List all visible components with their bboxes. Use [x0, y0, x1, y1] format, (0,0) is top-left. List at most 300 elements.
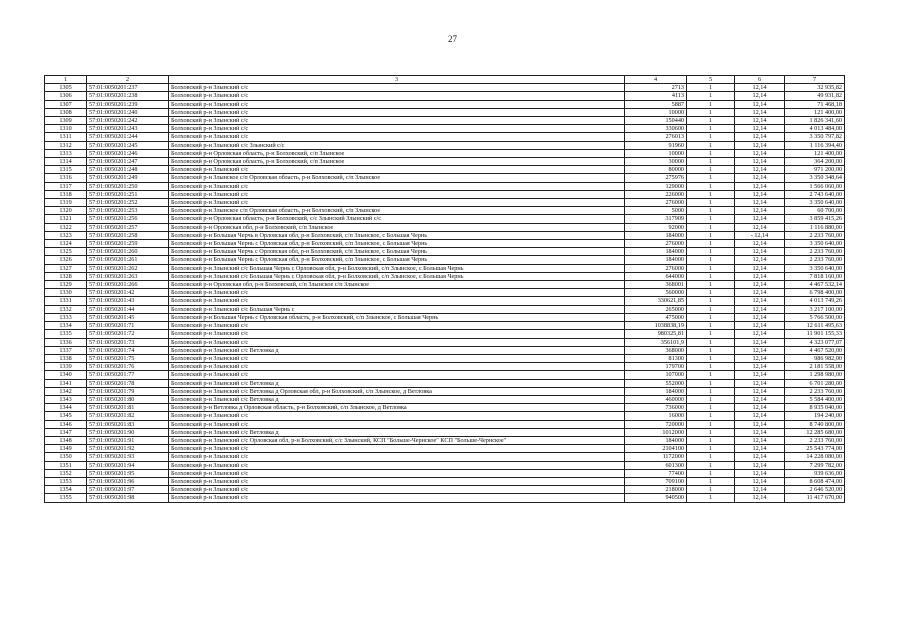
count-cell: 1 — [687, 289, 735, 297]
cadastral-number-cell: 57:01:0050201:261 — [87, 256, 169, 264]
rate-cell: 12,14 — [735, 199, 785, 207]
address-cell: Болховский р-н Злынский с/с — [169, 133, 625, 141]
area-cell: 91960 — [625, 141, 687, 149]
count-cell: 1 — [687, 248, 735, 256]
column-header: 1 — [45, 76, 87, 84]
cadastral-number-cell: 57:01:0050201:74 — [87, 346, 169, 354]
area-cell: 940500 — [625, 494, 687, 502]
rate-cell: 12,14 — [735, 289, 785, 297]
row-number-cell: 1320 — [45, 207, 87, 215]
area-cell: 644000 — [625, 272, 687, 280]
cadastral-number-cell: 57:01:0050201:96 — [87, 477, 169, 485]
table-row — [45, 395, 845, 403]
column-header: 3 — [169, 76, 625, 84]
value-cell: 4 323 077,07 — [785, 338, 845, 346]
count-cell: 1 — [687, 149, 735, 157]
land-register-table — [44, 75, 845, 503]
table-row — [45, 379, 845, 387]
cadastral-number-cell: 57:01:0050201:94 — [87, 461, 169, 469]
rate-cell: 12,14 — [735, 338, 785, 346]
address-cell: Болховский р-н Злынский с/с — [169, 166, 625, 174]
address-cell: Болховский р-н Злынский с/с — [169, 190, 625, 198]
rate-cell: 12,14 — [735, 420, 785, 428]
rate-cell: 12,14 — [735, 297, 785, 305]
address-cell: Болховский р-н Злынский с/с — [169, 461, 625, 469]
count-cell: 1 — [687, 84, 735, 92]
table-row — [45, 412, 845, 420]
area-cell: 1012000 — [625, 428, 687, 436]
rate-cell: 12,14 — [735, 346, 785, 354]
cadastral-number-cell: 57:01:0050201:44 — [87, 305, 169, 313]
address-cell: Болховский р-н Злынский с/с — [169, 322, 625, 330]
address-cell: Болховский р-н Злынский с/с — [169, 92, 625, 100]
address-cell: Болховский р-н Злынский с/с — [169, 412, 625, 420]
row-number-cell: 1333 — [45, 313, 87, 321]
area-cell: 1172000 — [625, 453, 687, 461]
value-cell: 8 740 800,00 — [785, 420, 845, 428]
row-number-cell: 1316 — [45, 174, 87, 182]
row-number-cell: 1346 — [45, 420, 87, 428]
count-cell: 1 — [687, 313, 735, 321]
table-row — [45, 289, 845, 297]
count-cell: 1 — [687, 174, 735, 182]
row-number-cell: 1307 — [45, 100, 87, 108]
row-number-cell: 1340 — [45, 371, 87, 379]
value-cell: 12 611 495,63 — [785, 322, 845, 330]
value-cell: 25 543 774,00 — [785, 445, 845, 453]
area-cell: 184000 — [625, 231, 687, 239]
area-cell: 275976 — [625, 174, 687, 182]
value-cell: 12 285 680,00 — [785, 428, 845, 436]
rate-cell: 12,14 — [735, 313, 785, 321]
table-row — [45, 436, 845, 444]
address-cell: Болховский р-н Злынский с/с — [169, 354, 625, 362]
table-row — [45, 231, 845, 239]
count-cell: 1 — [687, 453, 735, 461]
table-row — [45, 281, 845, 289]
count-cell: 1 — [687, 371, 735, 379]
address-cell: Болховский р-н Злынский с/с Ветловка д — [169, 428, 625, 436]
rate-cell: 12,14 — [735, 387, 785, 395]
area-cell: 4113 — [625, 92, 687, 100]
count-cell: 1 — [687, 281, 735, 289]
rate-cell: 12,14 — [735, 379, 785, 387]
cadastral-number-cell: 57:01:0050201:90 — [87, 428, 169, 436]
cadastral-number-cell: 57:01:0050201:82 — [87, 412, 169, 420]
count-cell: 1 — [687, 264, 735, 272]
cadastral-number-cell: 57:01:0050201:75 — [87, 354, 169, 362]
table-row — [45, 190, 845, 198]
table-row — [45, 117, 845, 125]
row-number-cell: 1321 — [45, 215, 87, 223]
area-cell: 265000 — [625, 305, 687, 313]
column-header: 4 — [625, 76, 687, 84]
cadastral-number-cell: 57:01:0050201:245 — [87, 141, 169, 149]
rate-cell: 12,14 — [735, 404, 785, 412]
table-row — [45, 215, 845, 223]
value-cell: 5 584 400,00 — [785, 395, 845, 403]
count-cell: 1 — [687, 190, 735, 198]
address-cell: Болховский р-н Злынский с/с — [169, 297, 625, 305]
rate-cell: 12,14 — [735, 322, 785, 330]
table-row — [45, 92, 845, 100]
value-cell: 2 233 760,00 — [785, 387, 845, 395]
column-header: 7 — [785, 76, 845, 84]
count-cell: 1 — [687, 141, 735, 149]
address-cell: Болховский р-н Злынский с/с — [169, 494, 625, 502]
rate-cell: 12,14 — [735, 182, 785, 190]
cadastral-number-cell: 57:01:0050201:238 — [87, 92, 169, 100]
count-cell: 1 — [687, 436, 735, 444]
rate-cell: 12,14 — [735, 354, 785, 362]
table-row — [45, 404, 845, 412]
rate-cell: 12,14 — [735, 330, 785, 338]
row-number-cell: 1355 — [45, 494, 87, 502]
area-cell: 552000 — [625, 379, 687, 387]
table-row — [45, 272, 845, 280]
rate-cell: 12,14 — [735, 412, 785, 420]
rate-cell: 12,14 — [735, 436, 785, 444]
value-cell: 2 233 760,00 — [785, 231, 845, 239]
area-cell: 276000 — [625, 199, 687, 207]
count-cell: 1 — [687, 207, 735, 215]
cadastral-number-cell: 57:01:0050201:251 — [87, 190, 169, 198]
rate-cell: 12,14 — [735, 363, 785, 371]
count-cell: 1 — [687, 387, 735, 395]
rate-cell: 12,14 — [735, 453, 785, 461]
table-body — [45, 84, 845, 502]
value-cell: 971 200,00 — [785, 166, 845, 174]
value-cell: 194 240,00 — [785, 412, 845, 420]
area-cell: 184000 — [625, 436, 687, 444]
address-cell: Болховский р-н Злынский с/с Большая Чернь с — [169, 305, 625, 313]
row-number-cell: 1334 — [45, 322, 87, 330]
value-cell: 4 467 532,14 — [785, 281, 845, 289]
address-cell: Болховский р-н Ветловка д Орловская область, р-н Болховский, с/п Злынское, д Ветловка — [169, 404, 625, 412]
row-number-cell: 1319 — [45, 199, 87, 207]
count-cell: 1 — [687, 215, 735, 223]
value-cell: 1 116 880,00 — [785, 223, 845, 231]
area-cell: 92000 — [625, 223, 687, 231]
table-row — [45, 158, 845, 166]
count-cell: 1 — [687, 231, 735, 239]
table-row — [45, 141, 845, 149]
rate-cell: 12,14 — [735, 84, 785, 92]
address-cell: Болховский р-н Злынский с/с — [169, 477, 625, 485]
cadastral-number-cell: 57:01:0050201:42 — [87, 289, 169, 297]
rate-cell: 12,14 — [735, 92, 785, 100]
value-cell: 8 935 040,00 — [785, 404, 845, 412]
count-cell: 1 — [687, 494, 735, 502]
cadastral-number-cell: 57:01:0050201:256 — [87, 215, 169, 223]
rate-cell: 12,14 — [735, 100, 785, 108]
value-cell: 7 818 160,00 — [785, 272, 845, 280]
area-cell: 16000 — [625, 412, 687, 420]
value-cell: 11 417 670,00 — [785, 494, 845, 502]
value-cell: 121 400,00 — [785, 108, 845, 116]
address-cell: Болховский р-н Злынский с/с — [169, 182, 625, 190]
row-number-cell: 1318 — [45, 190, 87, 198]
cadastral-number-cell: 57:01:0050201:97 — [87, 486, 169, 494]
address-cell: Болховский р-н Злынский с/с — [169, 445, 625, 453]
cadastral-number-cell: 57:01:0050201:257 — [87, 223, 169, 231]
cadastral-number-cell: 57:01:0050201:77 — [87, 371, 169, 379]
area-cell: 80000 — [625, 166, 687, 174]
row-number-cell: 1345 — [45, 412, 87, 420]
row-number-cell: 1337 — [45, 346, 87, 354]
cadastral-number-cell: 57:01:0050201:45 — [87, 313, 169, 321]
value-cell: 4 467 520,00 — [785, 346, 845, 354]
row-number-cell: 1336 — [45, 338, 87, 346]
area-cell: 5000 — [625, 207, 687, 215]
count-cell: 1 — [687, 272, 735, 280]
address-cell: Болховский р-н Злынский с/с — [169, 330, 625, 338]
value-cell: 364 200,00 — [785, 158, 845, 166]
value-cell: 1 116 394,40 — [785, 141, 845, 149]
row-number-cell: 1323 — [45, 231, 87, 239]
cadastral-number-cell: 57:01:0050201:258 — [87, 231, 169, 239]
address-cell: Болховский р-н Злынский с/с — [169, 469, 625, 477]
table-row — [45, 453, 845, 461]
address-cell: Болховский р-н Злынский с/с — [169, 108, 625, 116]
cadastral-number-cell: 57:01:0050201:73 — [87, 338, 169, 346]
count-cell: 1 — [687, 199, 735, 207]
value-cell: 986 982,00 — [785, 354, 845, 362]
table-row — [45, 240, 845, 248]
cadastral-number-cell: 57:01:0050201:237 — [87, 84, 169, 92]
rate-cell: 12,14 — [735, 190, 785, 198]
table-row — [45, 264, 845, 272]
area-cell: 184000 — [625, 387, 687, 395]
count-cell: 1 — [687, 338, 735, 346]
area-cell: 368000 — [625, 346, 687, 354]
row-number-cell: 1339 — [45, 363, 87, 371]
table-row — [45, 248, 845, 256]
rate-cell: 12,14 — [735, 166, 785, 174]
value-cell: 60 700,00 — [785, 207, 845, 215]
rate-cell: 12,14 — [735, 281, 785, 289]
rate-cell: 12,14 — [735, 445, 785, 453]
table-row — [45, 297, 845, 305]
value-cell: 2 233 760,00 — [785, 256, 845, 264]
row-number-cell: 1341 — [45, 379, 87, 387]
address-cell: Болховский р-н Злынское с/п Орловская область, р-н Болховский, с/п Злынское — [169, 174, 625, 182]
cadastral-number-cell: 57:01:0050201:248 — [87, 166, 169, 174]
value-cell: 49 931,82 — [785, 92, 845, 100]
row-number-cell: 1311 — [45, 133, 87, 141]
value-cell: 1 566 060,00 — [785, 182, 845, 190]
address-cell: Болховский р-н Злынский с/с Ветловка д — [169, 346, 625, 354]
count-cell: 1 — [687, 297, 735, 305]
cadastral-number-cell: 57:01:0050201:239 — [87, 100, 169, 108]
value-cell: 2 181 558,00 — [785, 363, 845, 371]
value-cell: 121 400,00 — [785, 149, 845, 157]
count-cell: 1 — [687, 469, 735, 477]
area-cell: 356101,9 — [625, 338, 687, 346]
cadastral-number-cell: 57:01:0050201:259 — [87, 240, 169, 248]
rate-cell: 12,14 — [735, 141, 785, 149]
count-cell: 1 — [687, 420, 735, 428]
table-row — [45, 371, 845, 379]
rate-cell: 12,14 — [735, 486, 785, 494]
rate-cell: 12,14 — [735, 248, 785, 256]
area-cell: 1038838,19 — [625, 322, 687, 330]
address-cell: Болховский р-н Злынское с/п Орловская область, р-н Болховский, с/п Злынское — [169, 207, 625, 215]
table-row — [45, 100, 845, 108]
count-cell: 1 — [687, 354, 735, 362]
table-row — [45, 256, 845, 264]
row-number-cell: 1331 — [45, 297, 87, 305]
address-cell: Болховский р-н Орловская область, р-н Болховский, с/п Злынское — [169, 149, 625, 157]
table-row — [45, 346, 845, 354]
value-cell: 3 350 640,00 — [785, 199, 845, 207]
rate-cell: 12,14 — [735, 207, 785, 215]
row-number-cell: 1347 — [45, 428, 87, 436]
area-cell: 2713 — [625, 84, 687, 92]
value-cell: 3 350 797,82 — [785, 133, 845, 141]
count-cell: 1 — [687, 108, 735, 116]
area-cell: 368001 — [625, 281, 687, 289]
table-row — [45, 445, 845, 453]
count-cell: 1 — [687, 330, 735, 338]
table-row — [45, 84, 845, 92]
cadastral-number-cell: 57:01:0050201:91 — [87, 436, 169, 444]
rate-cell: 12,14 — [735, 264, 785, 272]
area-cell: 980325,81 — [625, 330, 687, 338]
row-number-cell: 1306 — [45, 92, 87, 100]
count-cell: 1 — [687, 125, 735, 133]
value-cell: 71 468,18 — [785, 100, 845, 108]
address-cell: Болховский р-н Злынский с/с — [169, 338, 625, 346]
address-cell: Болховский р-н Злынский с/с — [169, 486, 625, 494]
area-cell: 560000 — [625, 289, 687, 297]
value-cell: 11 901 155,33 — [785, 330, 845, 338]
table-row — [45, 182, 845, 190]
rate-cell: 12,14 — [735, 461, 785, 469]
cadastral-number-cell: 57:01:0050201:43 — [87, 297, 169, 305]
row-number-cell: 1351 — [45, 461, 87, 469]
cadastral-number-cell: 57:01:0050201:242 — [87, 117, 169, 125]
cadastral-number-cell: 57:01:0050201:244 — [87, 133, 169, 141]
area-cell: 330621,85 — [625, 297, 687, 305]
area-cell: 150440 — [625, 117, 687, 125]
count-cell: 1 — [687, 379, 735, 387]
address-cell: Болховский р-н Злынский с/с Злынский с/с — [169, 141, 625, 149]
cadastral-number-cell: 57:01:0050201:79 — [87, 387, 169, 395]
count-cell: 1 — [687, 166, 735, 174]
value-cell: 14 228 080,00 — [785, 453, 845, 461]
value-cell: 8 608 474,00 — [785, 477, 845, 485]
row-number-cell: 1309 — [45, 117, 87, 125]
count-cell: 1 — [687, 486, 735, 494]
rate-cell: 12,14 — [735, 117, 785, 125]
value-cell: 1 826 341,60 — [785, 117, 845, 125]
row-number-cell: 1305 — [45, 84, 87, 92]
row-number-cell: 1352 — [45, 469, 87, 477]
address-cell: Болховский р-н Орловская обл, р-н Болховский, с/п Злынское с/п Злынское — [169, 281, 625, 289]
count-cell: 1 — [687, 133, 735, 141]
rate-cell: 12,14 — [735, 125, 785, 133]
value-cell: 3 859 415,26 — [785, 215, 845, 223]
cadastral-number-cell: 57:01:0050201:252 — [87, 199, 169, 207]
count-cell: 1 — [687, 412, 735, 420]
row-number-cell: 1338 — [45, 354, 87, 362]
value-cell: 3 350 640,00 — [785, 240, 845, 248]
cadastral-number-cell: 57:01:0050201:250 — [87, 182, 169, 190]
row-number-cell: 1326 — [45, 256, 87, 264]
rate-cell: 12,14 — [735, 428, 785, 436]
rate-cell: 12,14 — [735, 371, 785, 379]
value-cell: 939 636,00 — [785, 469, 845, 477]
column-header: 5 — [687, 76, 735, 84]
row-number-cell: 1308 — [45, 108, 87, 116]
table-row — [45, 133, 845, 141]
area-cell: 330600 — [625, 125, 687, 133]
area-cell: 226000 — [625, 190, 687, 198]
count-cell: 1 — [687, 477, 735, 485]
area-cell: 218000 — [625, 486, 687, 494]
value-cell: 2 743 640,00 — [785, 190, 845, 198]
table-row — [45, 469, 845, 477]
cadastral-number-cell: 57:01:0050201:80 — [87, 395, 169, 403]
value-cell: 7 299 782,00 — [785, 461, 845, 469]
area-cell: 601300 — [625, 461, 687, 469]
row-number-cell: 1327 — [45, 264, 87, 272]
table-row — [45, 420, 845, 428]
row-number-cell: 1342 — [45, 387, 87, 395]
column-header: 2 — [87, 76, 169, 84]
row-number-cell: 1330 — [45, 289, 87, 297]
table-row — [45, 338, 845, 346]
value-cell: 5 766 500,00 — [785, 313, 845, 321]
count-cell: 1 — [687, 223, 735, 231]
table-row — [45, 166, 845, 174]
rate-cell: 12,14 — [735, 223, 785, 231]
value-cell: 3 350 348,64 — [785, 174, 845, 182]
area-cell: 276000 — [625, 240, 687, 248]
row-number-cell: 1324 — [45, 240, 87, 248]
row-number-cell: 1350 — [45, 453, 87, 461]
value-cell: 4 013 749,26 — [785, 297, 845, 305]
rate-cell: 12,14 — [735, 174, 785, 182]
area-cell: 10000 — [625, 149, 687, 157]
table-row — [45, 486, 845, 494]
table-row — [45, 223, 845, 231]
cadastral-number-cell: 57:01:0050201:76 — [87, 363, 169, 371]
table-row — [45, 305, 845, 313]
address-cell: Болховский р-н Злынский с/с — [169, 125, 625, 133]
address-cell: Болховский р-н Орловская область, р-н Болховский, с/с Злынский Злынский с/с — [169, 215, 625, 223]
row-number-cell: 1317 — [45, 182, 87, 190]
address-cell: Болховский р-н Злынский с/с — [169, 420, 625, 428]
cadastral-number-cell: 57:01:0050201:263 — [87, 272, 169, 280]
row-number-cell: 1315 — [45, 166, 87, 174]
area-cell: 81300 — [625, 354, 687, 362]
rate-cell: 12,14 — [735, 108, 785, 116]
cadastral-number-cell: 57:01:0050201:95 — [87, 469, 169, 477]
address-cell: Болховский р-н Большая Чернь с Орловская обл, р-н Болховский, с/п Злынское, с Большая Чернь — [169, 240, 625, 248]
row-number-cell: 1325 — [45, 248, 87, 256]
area-cell: 736000 — [625, 404, 687, 412]
rate-cell: 12,14 — [735, 305, 785, 313]
count-cell: 1 — [687, 158, 735, 166]
area-cell: 720000 — [625, 420, 687, 428]
cadastral-number-cell: 57:01:0050201:98 — [87, 494, 169, 502]
address-cell: Болховский р-н Злынский с/с Орловская обл, р-н Болховский, с/с Злынский, КСП "Больше-Чернское" КСП "Больше-Чернское" — [169, 436, 625, 444]
cadastral-number-cell: 57:01:0050201:247 — [87, 158, 169, 166]
area-cell: 460000 — [625, 395, 687, 403]
count-cell: 1 — [687, 240, 735, 248]
